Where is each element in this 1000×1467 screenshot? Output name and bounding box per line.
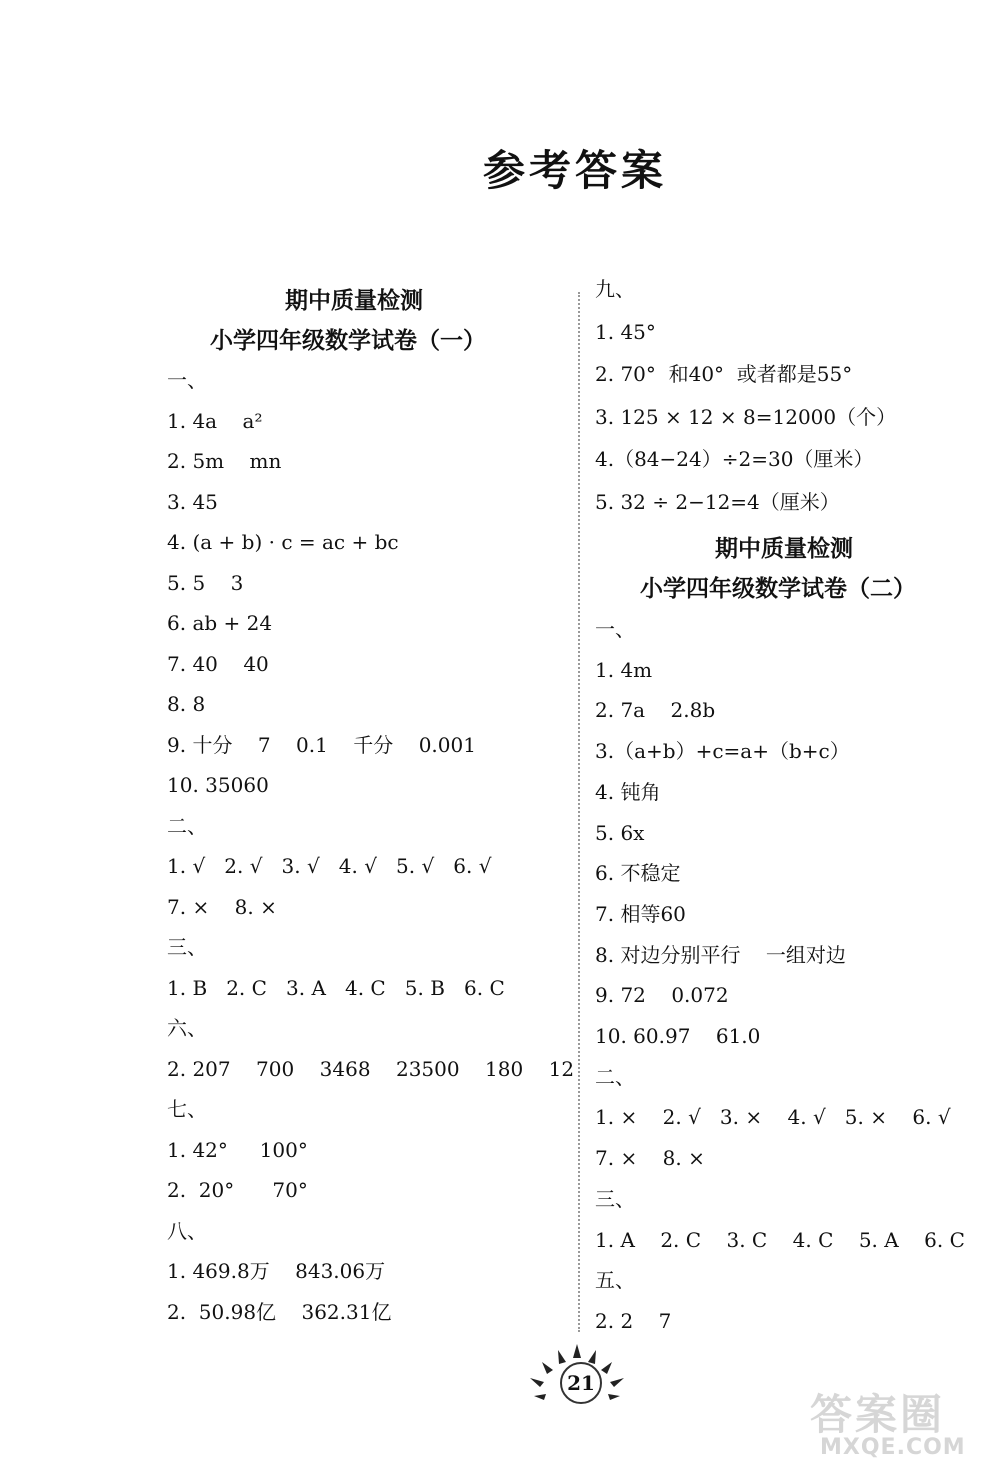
answer-line: 七、 [167,1097,207,1121]
answer-line: 一、 [595,617,635,641]
answer-line: 3. 45 [167,489,218,514]
answer-line: 1. 4m [595,657,653,682]
left-heading-2: 小学四年级数学试卷（一） [210,328,486,354]
answer-line: 7. × 8. × [595,1146,705,1171]
answer-line: 5. 5 3 [167,570,244,595]
page-number: 21 [560,1362,602,1404]
right-heading-2: 小学四年级数学试卷（二） [640,576,916,602]
answer-line: 1. √ 2. √ 3. √ 4. √ 5. √ 6. √ [167,854,492,878]
answer-line: 二、 [167,813,207,838]
right-heading-1: 期中质量检测 [715,536,853,562]
column-divider [578,292,580,1332]
answer-line: 1. × 2. √ 3. × 4. √ 5. × 6. √ [595,1105,951,1130]
answer-line: 1. B 2. C 3. A 4. C 5. B 6. C [167,975,505,1000]
answer-line: 3. 125 × 12 × 8=12000（个） [595,404,897,429]
answer-line: 二、 [595,1064,635,1089]
answer-line: 1. 469.8万 843.06万 [167,1259,386,1283]
answer-line: 9. 十分 7 0.1 千分 0.001 [167,732,476,757]
answer-line: 4.（84−24）÷2=30（厘米） [595,447,874,471]
answer-line: 1. 4a a² [167,408,263,433]
answer-line: 八、 [167,1218,207,1243]
left-heading-1: 期中质量检测 [285,288,423,314]
page-title: 参考答案 [482,146,667,195]
answer-line: 2. 7a 2.8b [595,698,716,723]
answer-line: 2. 207 700 3468 23500 180 12 [167,1056,575,1081]
answer-line: 10. 35060 [167,773,269,797]
answer-line: 1. 42° 100° [167,1137,308,1162]
answer-line: 4. (a + b) · c = ac + bc [167,530,399,554]
answer-line: 1. 45° [595,319,656,344]
answer-line: 6. ab + 24 [167,611,273,635]
answer-line: 7. 相等60 [595,901,686,926]
answer-line: 6. 不稳定 [595,861,681,886]
answer-line: 8. 8 [167,692,206,716]
answer-line: 三、 [595,1186,635,1211]
answer-line: 三、 [167,935,207,959]
answer-line: 8. 对边分别平行 一组对边 [595,942,846,967]
watermark-logo: 答案圈 [810,1390,946,1439]
answer-line: 一、 [167,368,207,392]
answer-line: 3.（a+b）+c=a+（b+c） [595,739,850,764]
answer-line: 1. A 2. C 3. C 4. C 5. A 6. C [595,1227,965,1252]
answer-line: 六、 [167,1016,207,1040]
answer-line: 2. 2 7 [595,1308,672,1333]
answer-line: 9. 72 0.072 [595,983,729,1008]
answer-line: 10. 60.97 61.0 [595,1024,761,1048]
answer-line: 4. 钝角 [595,779,661,804]
watermark-url: MXQE.COM [820,1435,966,1460]
answer-line: 2. 70° 和40° 或者都是55° [595,362,853,386]
answer-line: 5. 32 ÷ 2−12=4（厘米） [595,489,840,514]
answer-line: 5. 6x [595,820,645,845]
answer-line: 2. 5m mn [167,449,282,473]
answer-line: 7. × 8. × [167,894,277,919]
answer-line: 九、 [595,277,635,301]
answer-line: 2. 20° 70° [167,1178,308,1202]
answer-line: 7. 40 40 [167,651,269,676]
answer-line: 五、 [595,1268,635,1293]
answer-line: 2. 50.98亿 362.31亿 [167,1299,392,1324]
